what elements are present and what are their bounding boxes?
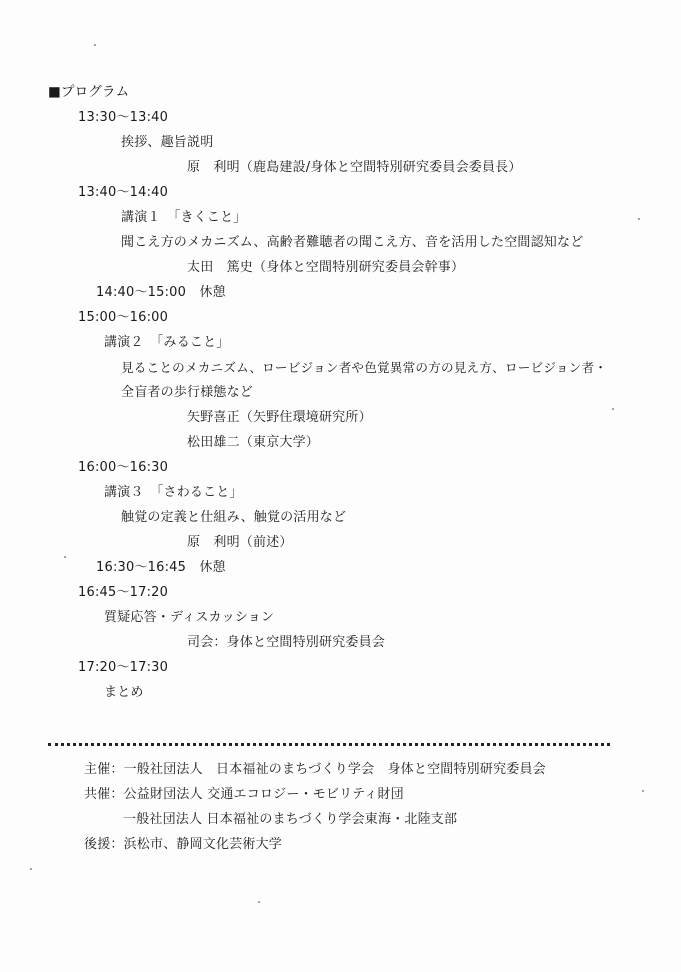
time-slot-6: 17:20〜17:30 xyxy=(78,660,169,675)
session-5-moderator: 司会：身体と空間特別研究委員会 xyxy=(187,635,386,650)
session-2-speaker: 太田 篤史（身体と空間特別研究委員会幹事） xyxy=(187,260,465,275)
break-1: 14:40〜15:00 休憩 xyxy=(96,285,226,300)
session-3-speaker-2: 松田雄二（東京大学） xyxy=(187,435,320,450)
session-3-description-line-2: 全盲者の歩行様態など xyxy=(121,385,254,400)
session-6-title: まとめ xyxy=(104,685,144,700)
scan-speck xyxy=(64,556,66,558)
session-2-description: 聞こえ方のメカニズム、高齢者難聴者の聞こえ方、音を活用した空間認知など xyxy=(121,235,584,250)
session-1-title: 挨拶、趣旨説明 xyxy=(121,135,214,150)
cohost-line-1: 共催：公益財団法人 交通エコロジー・モビリティ財団 xyxy=(84,787,404,802)
session-3-description-line-1: 見ることのメカニズム、ロービジョン者や色覚異常の方の見え方、ロービジョン者・ xyxy=(121,360,608,375)
session-2-title: 講演１ 「きくこと」 xyxy=(121,210,247,225)
scan-speck xyxy=(612,408,614,410)
session-4-title: 講演３ 「さわること」 xyxy=(104,485,243,500)
scan-speck xyxy=(638,218,640,220)
dotted-divider xyxy=(48,743,610,746)
support-line: 後援：浜松市、静岡文化芸術大学 xyxy=(84,837,283,852)
organizer-line: 主催：一般社団法人 日本福祉のまちづくり学会 身体と空間特別研究委員会 xyxy=(84,762,546,777)
scan-speck xyxy=(642,790,644,792)
time-slot-3: 15:00〜16:00 xyxy=(78,310,169,325)
program-heading: ■プログラム xyxy=(48,84,130,100)
cohost-line-2: 一般社団法人 日本福祉のまちづくり学会東海・北陸支部 xyxy=(123,812,458,827)
session-4-speaker: 原 利明（前述） xyxy=(187,535,293,550)
session-5-title: 質疑応答・ディスカッション xyxy=(104,610,275,625)
time-slot-2: 13:40〜14:40 xyxy=(78,185,169,200)
session-3-title: 講演２ 「みること」 xyxy=(104,335,230,350)
scan-speck xyxy=(258,901,260,903)
session-3-speaker-1: 矢野喜正（矢野住環境研究所） xyxy=(187,410,372,425)
time-slot-1: 13:30〜13:40 xyxy=(78,110,169,125)
break-2: 16:30〜16:45 休憩 xyxy=(96,560,226,575)
time-slot-4: 16:00〜16:30 xyxy=(78,460,169,475)
time-slot-5: 16:45〜17:20 xyxy=(78,585,169,600)
scan-speck xyxy=(30,868,32,870)
session-1-speaker: 原 利明（鹿島建設/身体と空間特別研究委員会委員長） xyxy=(187,160,522,175)
scan-speck xyxy=(94,44,96,46)
session-4-description: 触覚の定義と仕組み、触覚の活用など xyxy=(121,510,347,525)
